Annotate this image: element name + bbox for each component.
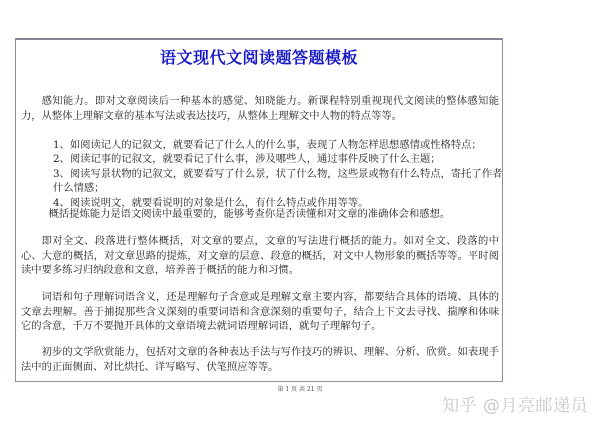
reading-list [53, 138, 503, 210]
paragraph-summary: 即对全文、段落进行整体概括，对文章的要点，文章的写法进行概括的能力。如对全文、段落的中心、大意的概括，对文章思路的提炼，对文章的层意、段意的概括，对文中人物形象的概括等等。平时阅读中要多练习归纳段意和文意，培养善于概括的能力和习惯。 [21, 235, 499, 277]
paragraph-perception: 感知能力。即对文章阅读后一种基本的感觉、知晓能力。新课程特别重视现代文阅读的整体感知能力，从整体上理解文章的基本写法或表达技巧，从整体上理解文中人物的特点等等。 [21, 95, 499, 122]
page-title: 语文现代文阅读题答题模板 [159, 48, 358, 67]
paragraph-words: 词语和句子理解词语含义，还是理解句子含意或是理解文章主要内容，都要结合具体的语境、具体的文章去理解。善于捕捉那些含义深刻的重要词语和含意深刻的重要句子，结合上下文去寻找、揣摩和体味它的含意，千万不要抛开具体的文章语境去就词语理解词语，就句子理解句子。 [21, 291, 499, 333]
paragraph-appreciation: 初步的文学欣赏能力，包括对文章的各种表达手法与写作技巧的辨识、理解、分析、欣赏。如表现手法中的正面侧面、对比烘托、详写略写、伏笔照应等等。 [21, 346, 499, 373]
list-item: 2、阅读记事的记叙文，就要看记了什么事，涉及哪些人，通过事件反映了什么主题； [53, 153, 441, 166]
list-item: 1、如阅读记人的记叙文，就要看记了什么人的什么事，表现了人物怎样思想感情或性格特点； [53, 139, 482, 151]
list-item: 3、阅读写景状物的记叙文，就要看写了什么景，状了什么物，这些景或物有什么特点，寄托了作者什么情感； [53, 167, 503, 195]
document-page [15, 38, 503, 382]
watermark: 知乎 @月亮邮递员 [442, 396, 588, 416]
paragraph-summary-intro: 概括提炼能力是语文阅读中最重要的，能够考查你是否读懂和对文章的准确体会和感想。 [48, 208, 451, 220]
page-number: 第 1 页 共 21 页 [277, 386, 323, 393]
list-item: 4、阅读说明文，就要看说明的对象是什么，有什么特点或作用等等。 [53, 196, 369, 209]
